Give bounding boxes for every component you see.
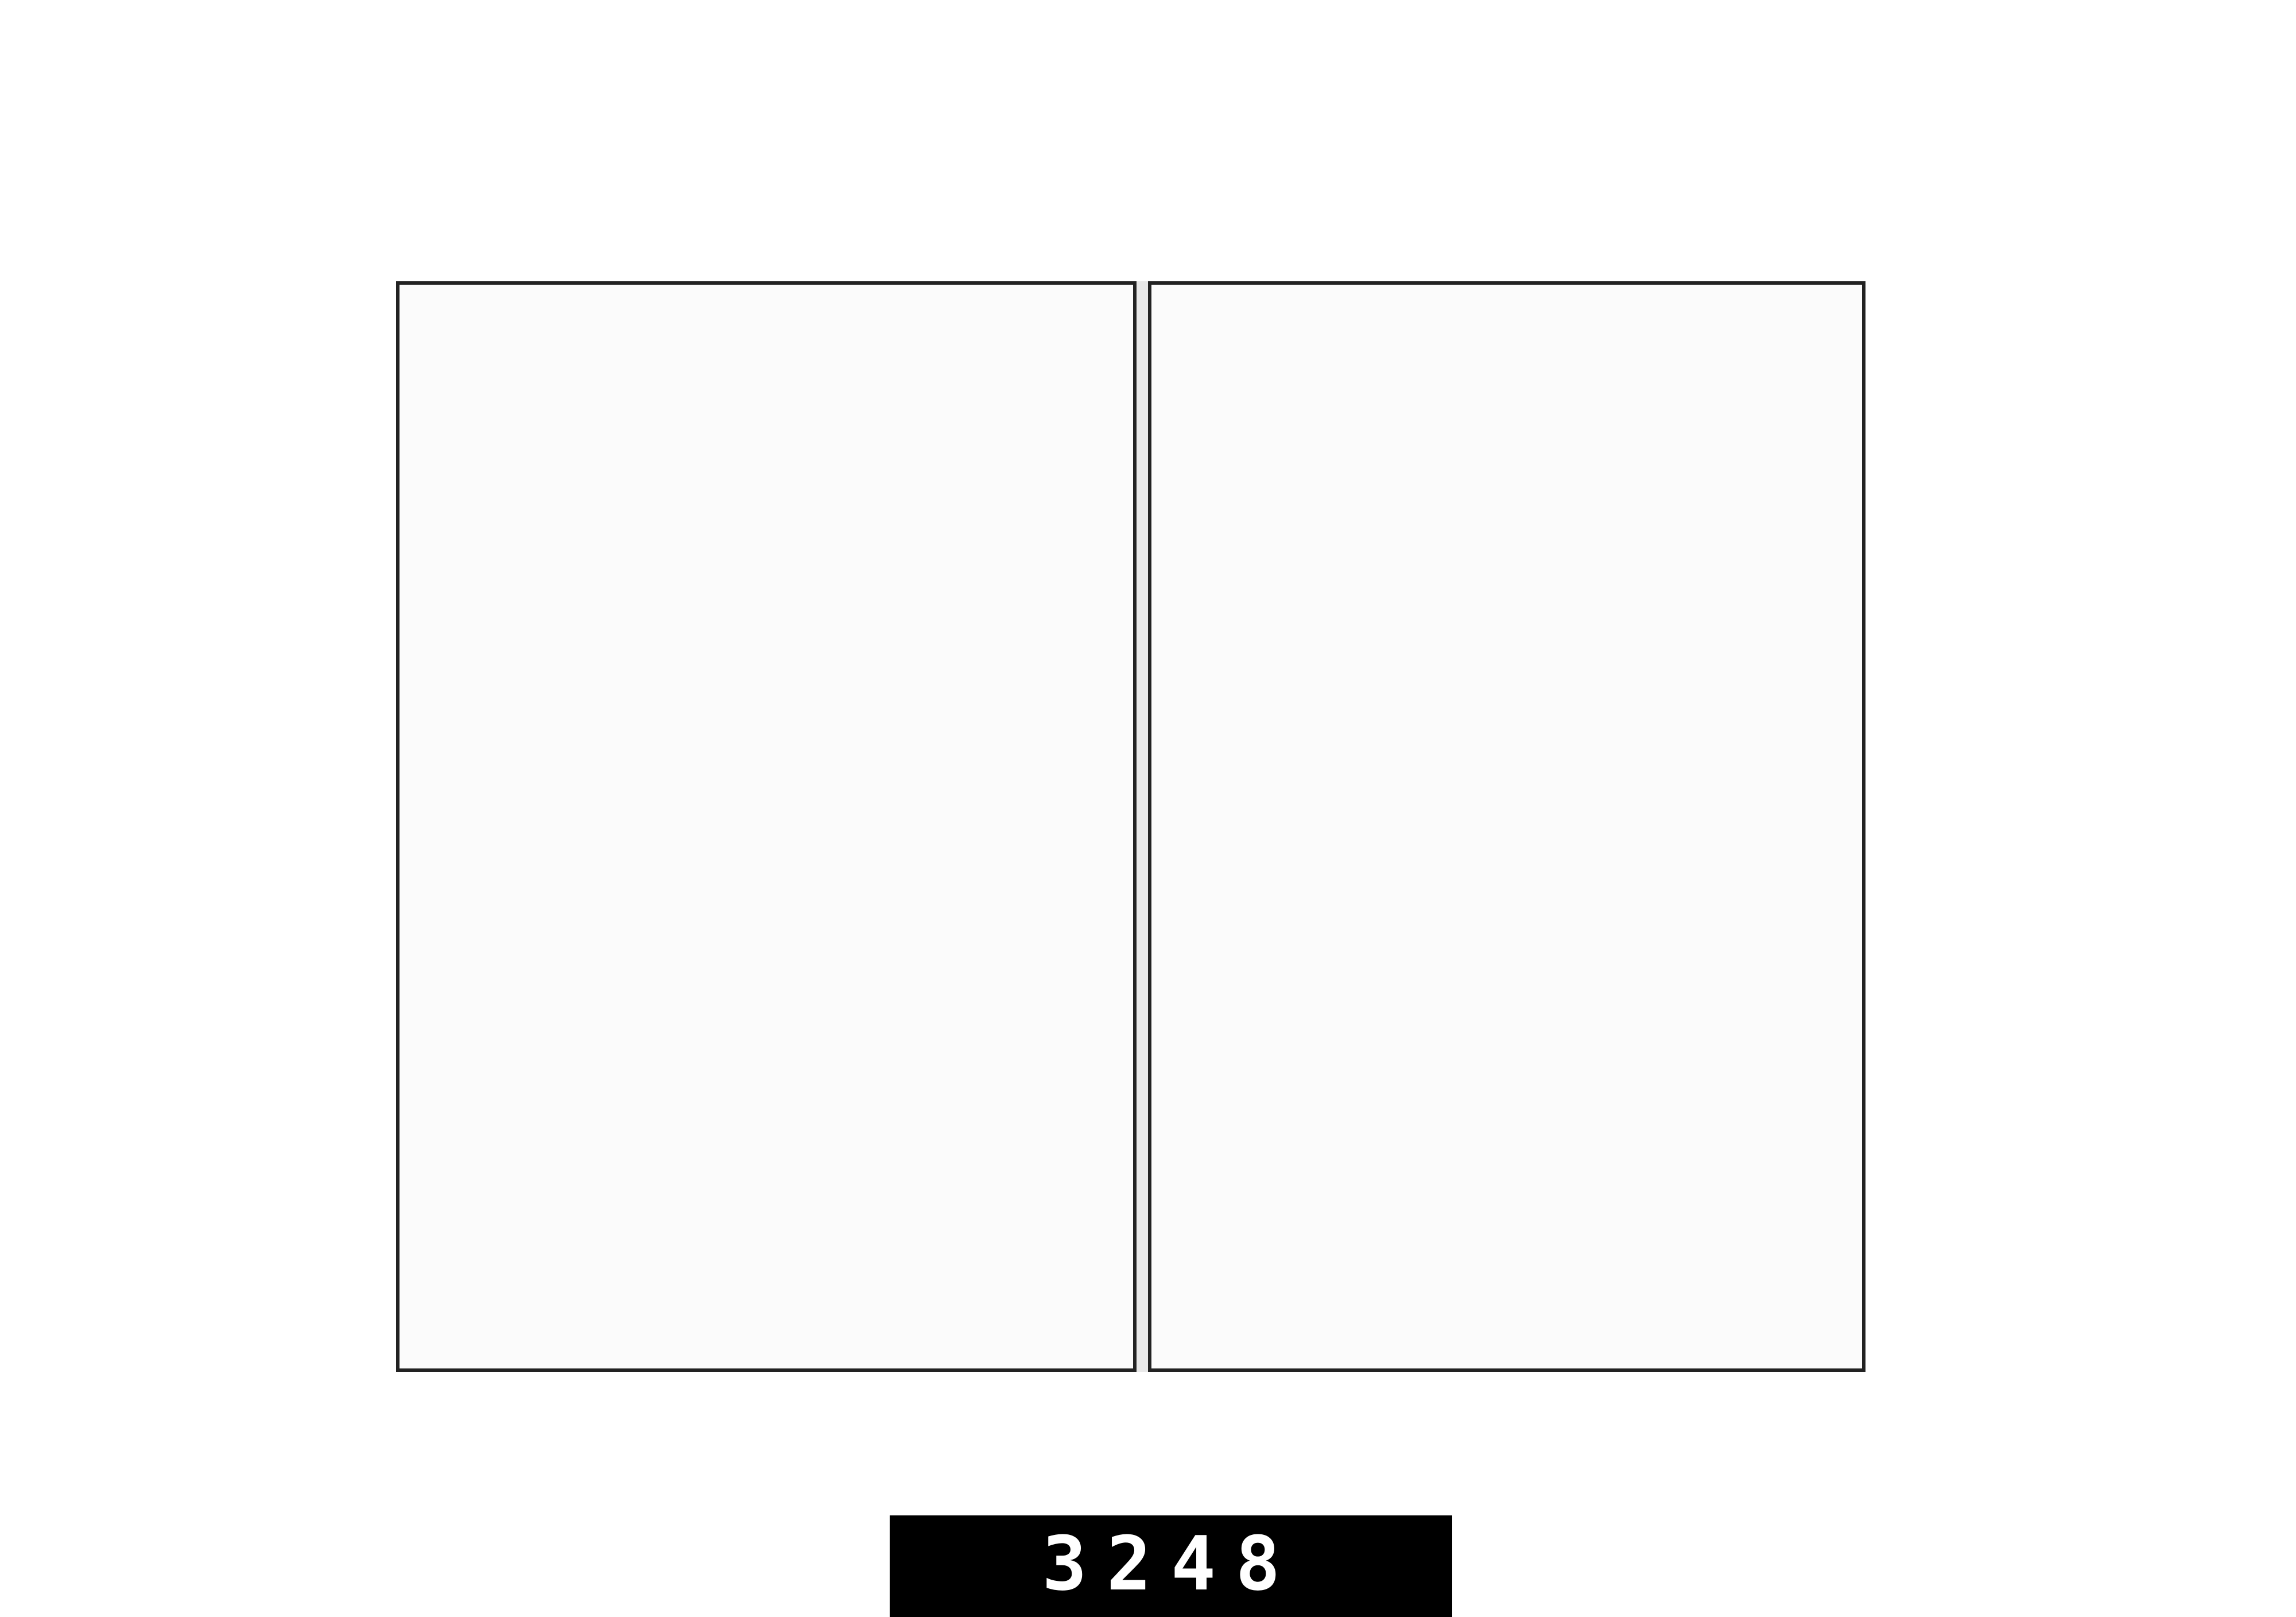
page-number: 3248	[1042, 1520, 1300, 1607]
page-number-tag	[890, 1515, 1452, 1617]
right-page	[1148, 281, 1865, 1372]
left-page	[396, 281, 1137, 1372]
scanned-book-spread	[396, 281, 1865, 1372]
gutter	[1137, 281, 1148, 1372]
